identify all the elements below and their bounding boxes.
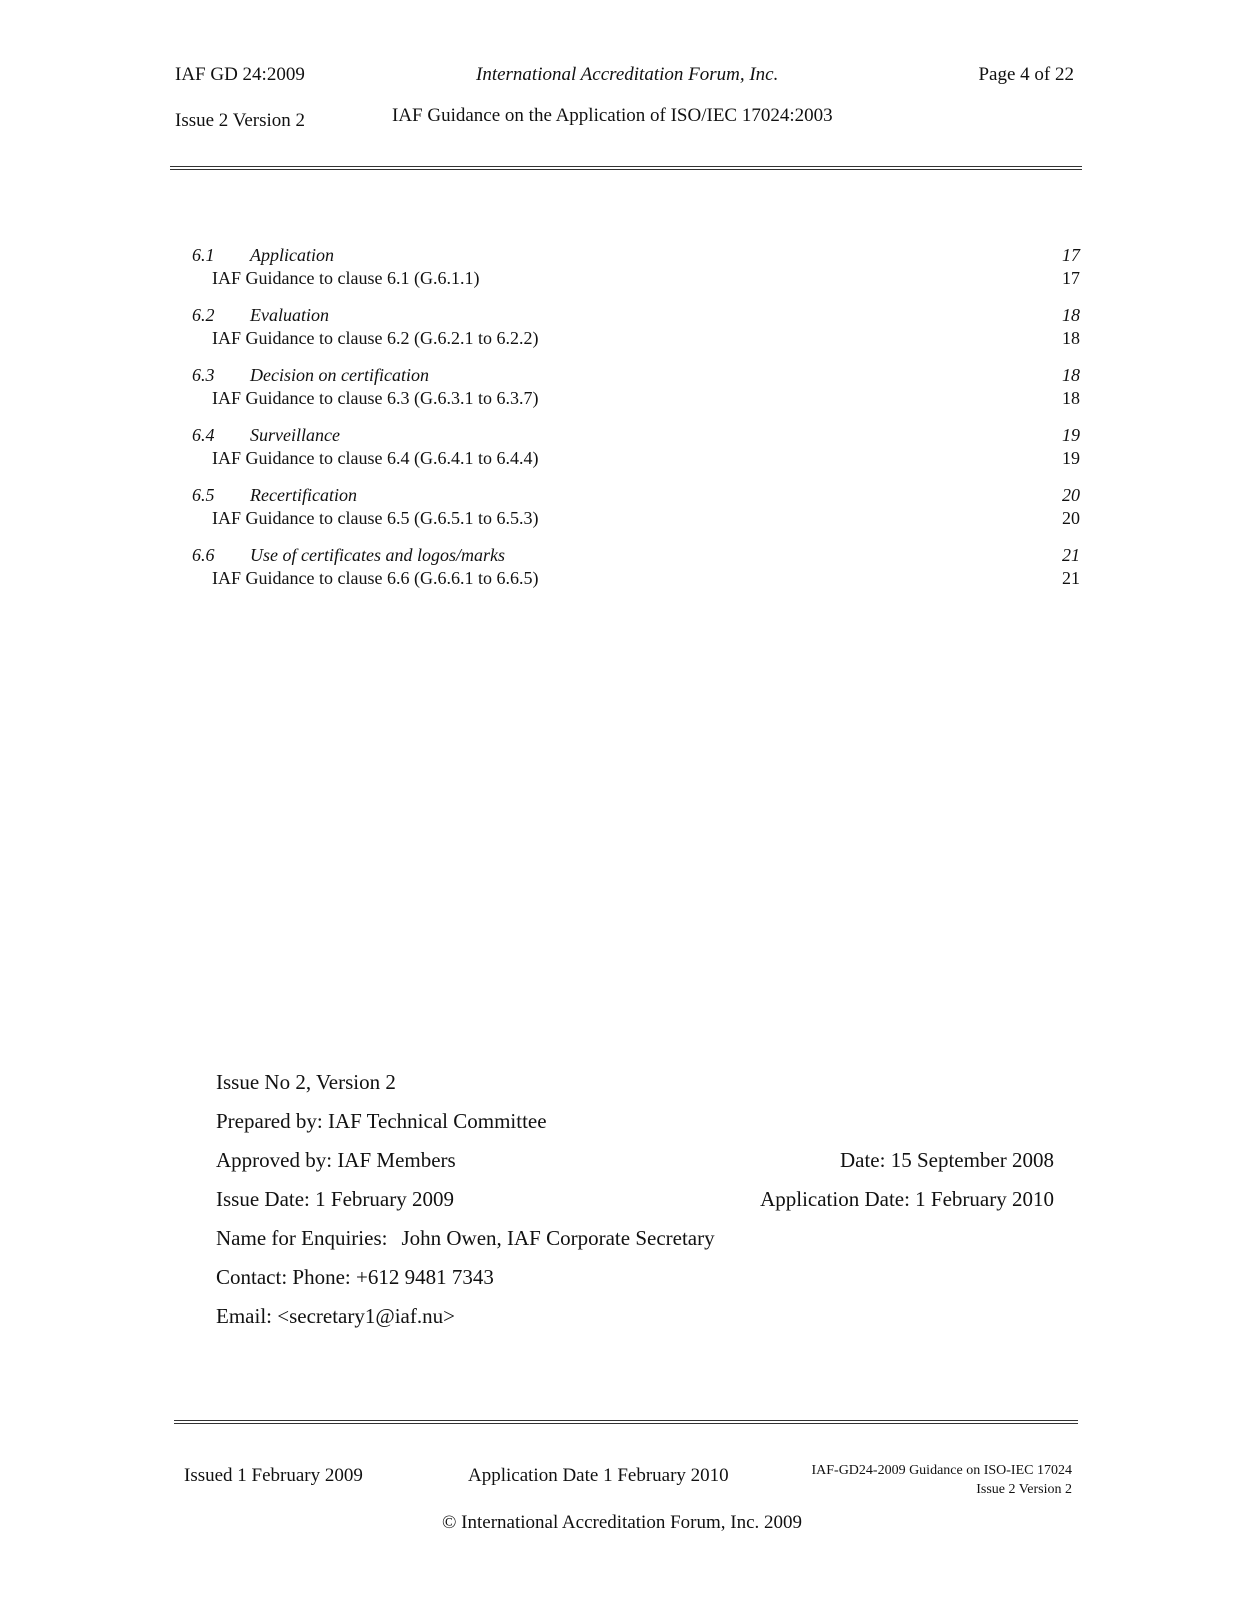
toc-section-number: 6.5 xyxy=(192,485,215,505)
page-number: Page 4 of 22 xyxy=(978,64,1074,85)
contact-email: Email: <secretary1@iaf.nu> xyxy=(216,1304,455,1328)
issue-version: Issue 2 Version 2 xyxy=(175,110,306,131)
footer-rule xyxy=(174,1420,1078,1424)
document-info xyxy=(216,1063,1054,1336)
toc-entry-6-2 xyxy=(192,304,1080,350)
toc-section-number: 6.4 xyxy=(192,425,215,445)
toc-entry-6-1 xyxy=(192,244,1080,290)
toc-subentry: IAF Guidance to clause 6.6 (G.6.6.1 to 6.6.5) xyxy=(212,568,539,588)
toc-subentry: IAF Guidance to clause 6.3 (G.6.3.1 to 6.3.7) xyxy=(212,388,539,408)
toc-subentry-page: 20 xyxy=(1062,508,1080,528)
toc-section-number: 6.6 xyxy=(192,545,215,565)
application-date: Application Date: 1 February 2010 xyxy=(760,1187,1054,1211)
toc-section-number: 6.2 xyxy=(192,305,215,325)
toc-subentry-page: 18 xyxy=(1062,388,1080,408)
toc-section-title: Recertification xyxy=(250,485,357,505)
enquiries-name: John Owen, IAF Corporate Secretary xyxy=(401,1226,715,1250)
header-rule xyxy=(170,166,1082,170)
issue-number: Issue No 2, Version 2 xyxy=(216,1070,396,1094)
toc-section-page: 18 xyxy=(1062,365,1080,385)
toc-subentry-page: 21 xyxy=(1062,568,1080,588)
footer-application-date: Application Date 1 February 2010 xyxy=(468,1465,729,1486)
toc-entry-6-4 xyxy=(192,424,1080,470)
approval-date: Date: 15 September 2008 xyxy=(839,1148,1054,1172)
toc-section-title: Application xyxy=(250,245,334,265)
enquiries-label: Name for Enquiries: xyxy=(216,1226,388,1250)
org-name: International Accreditation Forum, Inc. xyxy=(476,64,779,85)
toc-section-title: Surveillance xyxy=(250,425,340,445)
table-of-contents xyxy=(192,244,1080,604)
toc-subentry: IAF Guidance to clause 6.5 (G.6.5.1 to 6.5.3) xyxy=(212,508,539,528)
issue-date: Issue Date: 1 February 2009 xyxy=(216,1187,454,1211)
footer-doc-reference xyxy=(811,1461,1072,1499)
toc-subentry-page: 17 xyxy=(1062,268,1080,288)
contact-phone: Contact: Phone: +612 9481 7343 xyxy=(216,1265,494,1289)
toc-subentry: IAF Guidance to clause 6.1 (G.6.1.1) xyxy=(212,268,480,288)
footer-doc-ref-line2: Issue 2 Version 2 xyxy=(976,1482,1072,1497)
toc-section-page: 19 xyxy=(1062,425,1080,445)
toc-subentry-page: 18 xyxy=(1062,328,1080,348)
toc-section-title: Evaluation xyxy=(250,305,329,325)
prepared-by: Prepared by: IAF Technical Committee xyxy=(216,1109,547,1133)
toc-subentry: IAF Guidance to clause 6.2 (G.6.2.1 to 6.2.2) xyxy=(212,328,539,348)
toc-entry-6-6 xyxy=(192,544,1080,590)
toc-section-title: Use of certificates and logos/marks xyxy=(250,545,505,565)
toc-section-number: 6.3 xyxy=(192,365,215,385)
footer-issued: Issued 1 February 2009 xyxy=(184,1465,363,1486)
toc-entry-6-3 xyxy=(192,364,1080,410)
toc-subentry-page: 19 xyxy=(1062,448,1080,468)
toc-section-page: 17 xyxy=(1062,245,1080,265)
copyright: © International Accreditation Forum, Inc. 2009 xyxy=(441,1512,803,1533)
toc-entry-6-5 xyxy=(192,484,1080,530)
footer-doc-ref-line1: IAF-GD24-2009 Guidance on ISO-IEC 17024 xyxy=(811,1463,1072,1478)
doc-title: IAF Guidance on the Application of ISO/IEC 17024:2003 xyxy=(392,105,833,126)
toc-section-title: Decision on certification xyxy=(250,365,429,385)
toc-subentry: IAF Guidance to clause 6.4 (G.6.4.1 to 6.4.4) xyxy=(212,448,539,468)
toc-section-page: 18 xyxy=(1062,305,1080,325)
toc-section-page: 20 xyxy=(1062,485,1080,505)
approved-by: Approved by: IAF Members xyxy=(216,1148,456,1172)
toc-section-number: 6.1 xyxy=(192,245,215,265)
doc-id: IAF GD 24:2009 xyxy=(175,64,305,85)
toc-section-page: 21 xyxy=(1062,545,1080,565)
